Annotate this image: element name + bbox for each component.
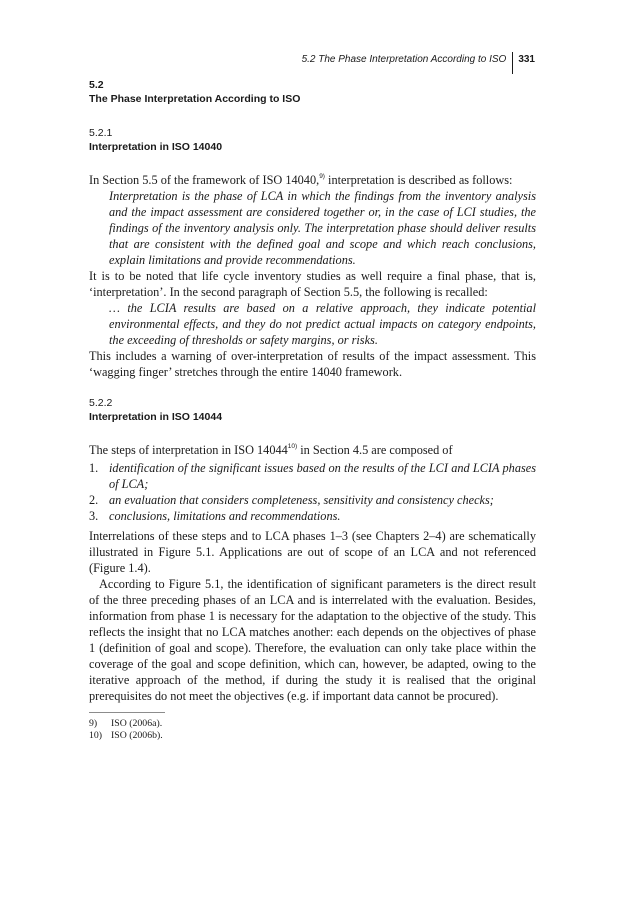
footnote-text: ISO (2006a). bbox=[111, 718, 163, 729]
subsection-title: Interpretation in ISO 14044 bbox=[89, 411, 223, 423]
paragraph: It is to be noted that life cycle inventory studies as well require a final phase, that is, ‘interpretation’. In the second paragraph of Section 5.5, the following is recalled: bbox=[89, 269, 536, 299]
footnote-ref: 9) bbox=[319, 173, 325, 180]
footnote bbox=[89, 718, 536, 730]
list-text: an evaluation that considers completeness, sensitivity and consistency checks; bbox=[109, 493, 494, 507]
list-item bbox=[89, 492, 536, 508]
running-title: 5.2 The Phase Interpretation According to ISO bbox=[301, 54, 507, 65]
paragraph bbox=[89, 442, 536, 458]
footnote-divider bbox=[89, 712, 165, 713]
list-number: 1. bbox=[89, 461, 99, 475]
footnote-number: 9) bbox=[89, 718, 98, 729]
section-number: 5.2 bbox=[89, 79, 104, 91]
paragraph-text: In Section 5.5 of the framework of ISO 14040, bbox=[89, 173, 320, 187]
paragraph-text: interpretation is described as follows: bbox=[324, 173, 513, 187]
block-quote: Interpretation is the phase of LCA in which the findings from the inventory analysis and the impact assessment are considered together or, in the case of LCI studies, the findings of the inventory analysis only. The interpretation phase should deliver results that are consistent with the defined goal and scope and which reach conclusions, explain limitations and provide recommendations. bbox=[109, 189, 536, 267]
list-text: conclusions, limitations and recommendations. bbox=[109, 509, 341, 523]
paragraph-text: The steps of interpretation in ISO 14044 bbox=[89, 443, 288, 457]
list-text: identification of the significant issues based on the results of the LCI and LCIA phases of LCA; bbox=[109, 461, 536, 491]
running-head bbox=[302, 52, 535, 76]
section-title: The Phase Interpretation According to ISO bbox=[89, 93, 301, 105]
header-divider bbox=[512, 52, 513, 74]
subsection-number: 5.2.2 bbox=[89, 397, 113, 409]
page-number: 331 bbox=[518, 54, 535, 65]
footnote-ref: 10) bbox=[287, 443, 298, 450]
paragraph: This includes a warning of over-interpretation of results of the impact assessment. This ‘wagging finger’ stretches through the entire 14040 framework. bbox=[89, 349, 536, 379]
paragraph-text: in Section 4.5 are composed of bbox=[297, 443, 453, 457]
block-quote: … the LCIA results are based on a relative approach, they indicate potential environmental effects, and they do not predict actual impacts on category endpoints, the exceeding of thresholds or safety margins, or risks. bbox=[109, 301, 536, 347]
paragraph: According to Figure 5.1, the identification of significant parameters is the direct result of the three preceding phases of an LCA and is interrelated with the evaluation. Besides, information from phase 1 is necessary for the adaptation to the objective of the study. This reflects the insight that no LCA matches another: each depends on the objectives of phase 1 (definition of goal and scope). Therefore, the evaluation can only take place within the coverage of the goal and scope definition, which can, however, be adapted, owing to the iterative approach of the method, if during the study it is realised that the original prerequisites do not meet the objectives (e.g. if important data cannot be procured). bbox=[89, 577, 536, 703]
numbered-list bbox=[89, 460, 536, 524]
paragraph: Interrelations of these steps and to LCA phases 1–3 (see Chapters 2–4) are schematically illustrated in Figure 5.1. Applications are out of scope of an LCA and not referenced (Figure 1.4). bbox=[89, 529, 536, 575]
subsection-title: Interpretation in ISO 14040 bbox=[89, 141, 223, 153]
footnote-number: 10) bbox=[89, 730, 103, 741]
list-item bbox=[89, 508, 536, 524]
footnotes bbox=[89, 718, 536, 742]
footnote-text: ISO (2006b). bbox=[111, 730, 163, 741]
page-body bbox=[89, 78, 536, 742]
list-item bbox=[89, 460, 536, 492]
subsection-number: 5.2.1 bbox=[89, 127, 113, 139]
list-number: 3. bbox=[89, 509, 99, 523]
list-number: 2. bbox=[89, 493, 99, 507]
paragraph bbox=[89, 172, 536, 188]
footnote bbox=[89, 730, 536, 742]
